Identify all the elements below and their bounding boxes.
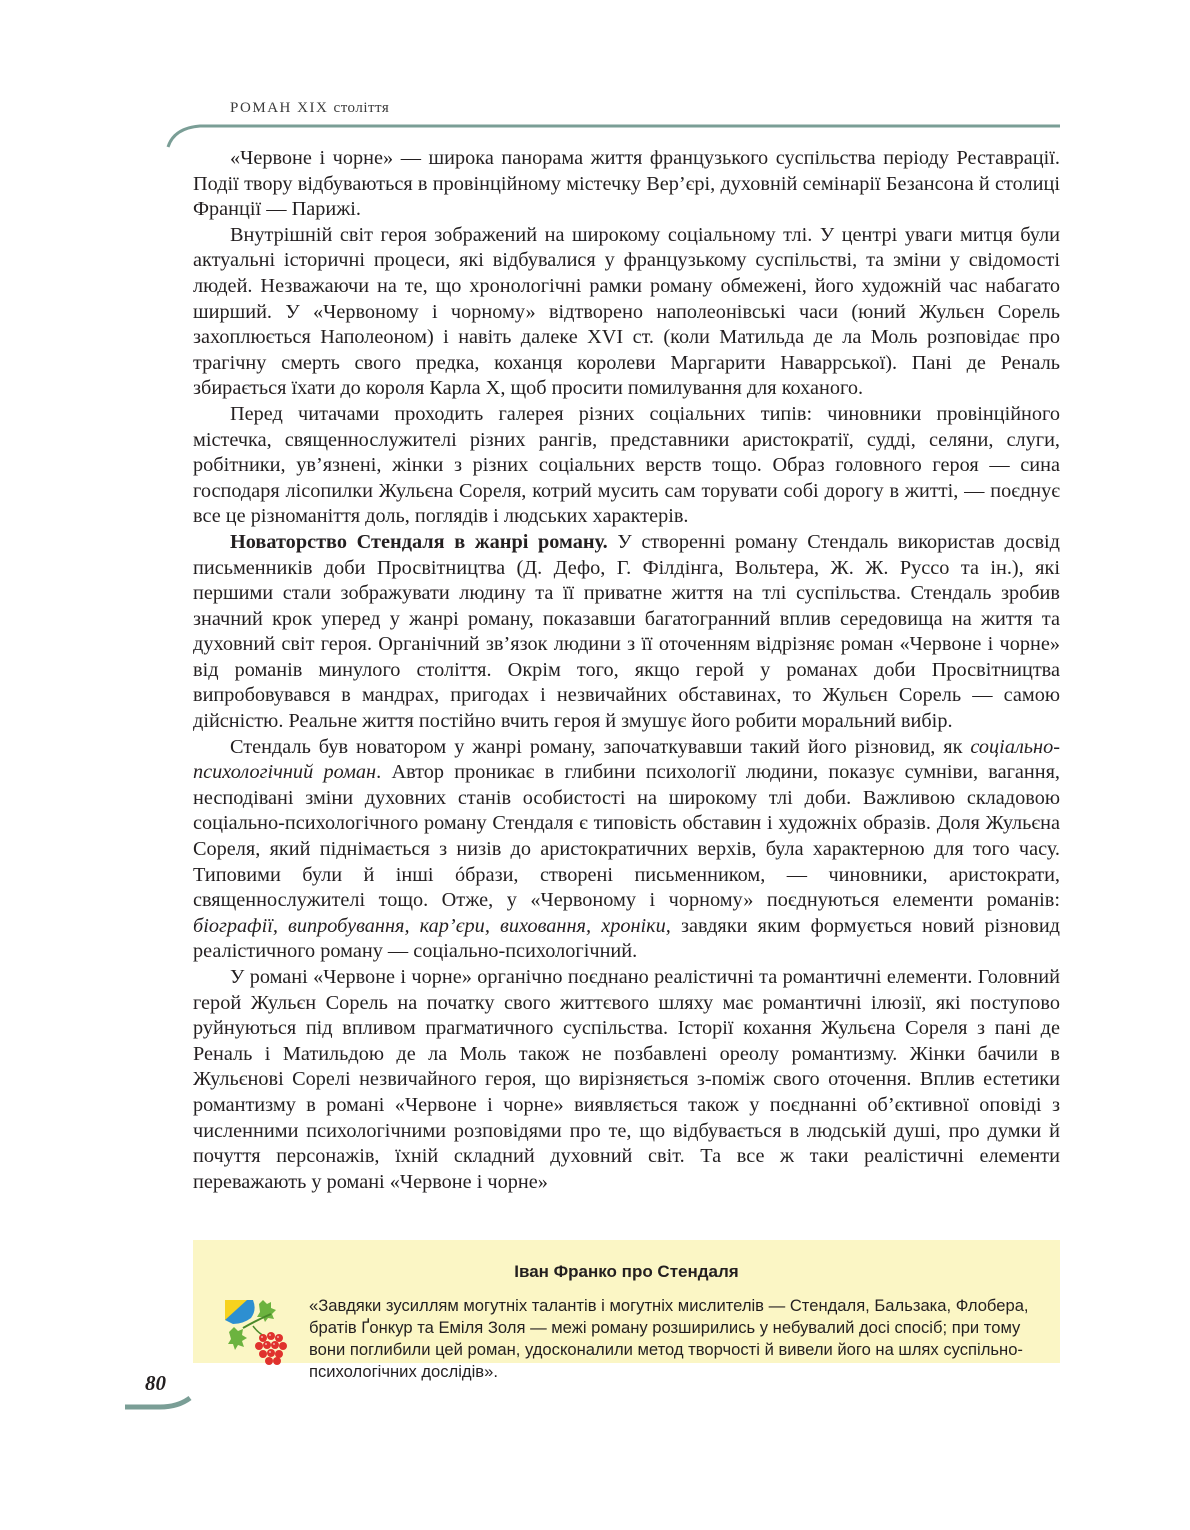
paragraph: «Червоне і чорне» — широка панорама життя французького суспільства періоду Реставрації. Події твору відбуваються в провінційному містечку Вер’єрі, духовній семінарії Безансона й столиці Франції — Парижі.: [193, 147, 1060, 221]
paragraph: У романі «Червоне і чорне» органічно поєднано реалістичні та романтичні елементи. Головний герой Жульєн Сорель на початку свого життєвого шляху має романтичні ілюзії, які поступово руйнуються під впливом прагматичного суспільства. Історії кохання Жульєна Сореля з пані де Реналь і Матильдою де ла Моль також не позбавлені ореолу романтизму. Жінки бачили в Жульєнові Сорелі незвичайного героя, що вирізняється з-поміж свого оточення. Вплив естетики романтизму в романі «Червоне і чорне» виявляється також у поєднанні об’єктивної оповіді з численними психологічними розповідями про те, що відбувається в людській душі, про думки й почуття персонажів, їхній складний духовний світ. Та все ж таки реалістичні елементи переважають у романі «Червоне і чорне»: [193, 966, 1060, 1193]
viburnum-icon: [223, 1298, 297, 1370]
quote-box: [193, 1240, 1060, 1381]
header-rule: [0, 118, 1190, 148]
paragraph-text: завдяки яким формується новий різновид реалістичного роману — соціально-психологічний.: [193, 914, 1060, 963]
emphasis-term: соціально-психологічний роман: [193, 735, 1060, 784]
paragraph-text: . Автор проникає в глибини психології людини, показує сумніви, вагання, несподівані зміни духовних станів особистості на широкому тлі доби. Важливою складовою соціально-психологічного роману Стендаля є типовість обставин і художніх образів. Доля Жульєна Сореля, який піднімається з низів до аристократичних верхів, була характерною для того часу. Типовими були й інші óбрази, створені письменником, — чиновники, аристократи, священнослужителі тощо. Отже, у «Червоному і чорному» поєднуються елементи романів:: [193, 761, 1060, 912]
paragraph: Перед читачами проходить галерея різних соціальних типів: чиновники провінційного містечка, священнослужителі різних рангів, представники аристократії, судді, селяни, слуги, робітники, ув’язнені, жінки з різних соціальних верств тощо. Образ головного героя — сина господаря лісопилки Жульєна Сореля, котрий мусить сам торувати собі дорогу в житті, — поєднує все це різноманіття доль, поглядів і людських характерів.: [193, 402, 1060, 528]
main-text: [193, 146, 1060, 1195]
paragraph: [193, 735, 1060, 965]
emphasis-list: біографії, випробування, кар’єри, виховання, хроніки,: [193, 914, 671, 937]
page-number: 80: [145, 1371, 166, 1395]
paragraph-text: Стендаль був новатором у жанрі роману, започаткувавши такий його різновид, як: [230, 735, 971, 758]
paragraph: Внутрішній світ героя зображений на широкому соціальному тлі. У центрі уваги митця були актуальні історичні процеси, які відбувалися у французькому суспільстві, та зміни у свідомості людей. Незважаючи на те, що хронологічні рамки роману обмежені, його художній час набагато ширший. У «Червоному і чорному» відтворено наполеонівські часи (юний Жульєн Сорель захоплюється Наполеоном) і навіть далеке XVI ст. (коли Матильда де ла Моль розповідає про трагічну смерть свого предка, коханця королеви Маргарити Наваррської). Пані де Реналь збирається їхати до короля Карла Х, щоб просити помилування для коханого.: [193, 223, 1060, 400]
quote-title: Іван Франко про Стендаля: [514, 1262, 739, 1281]
paragraph: [193, 530, 1060, 735]
paragraph-text: У створенні роману Стендаль використав досвід письменників доби Просвітництва (Д. Дефо, Г. Філдінга, Вольтера, Ж. Ж. Руссо та ін.), які першими стали зображувати людину та її приватне життя на тлі суспільства. Стендаль зробив значний крок уперед у жанрі роману, показавши багатогранний вплив середовища на життя та духовний світ героя. Органічний зв’язок людини з її оточенням відрізняє роман «Червоне і чорне» від романів минулого століття. Окрім того, якщо герой у романах доби Просвітництва випробовувався в мандрах, пригодах і незвичайних обставинах, то Жульєн Сорель — самою дійсністю. Реальне життя постійно вчить героя й змушує його робити моральний вибір.: [193, 530, 1060, 733]
section-heading: Новаторство Стендаля в жанрі роману.: [230, 530, 608, 553]
footer-rule: [0, 1390, 260, 1420]
running-head: [230, 100, 389, 117]
quote-text: «Завдяки зусиллям могутніх талантів і могутніх мислителів — Стендаля, Бальзака, Флобера, братів Ґонкур та Еміля Золя — межі роману розширились у небувалий досі спосіб; при тому вони поглибили цей роман, удосконалили метод творчості й вивели його на шлях суспільно-психологічних дослідів».: [309, 1296, 1029, 1381]
running-head-main: РОМАН XIX: [230, 100, 329, 116]
running-head-small: століття: [333, 100, 390, 116]
